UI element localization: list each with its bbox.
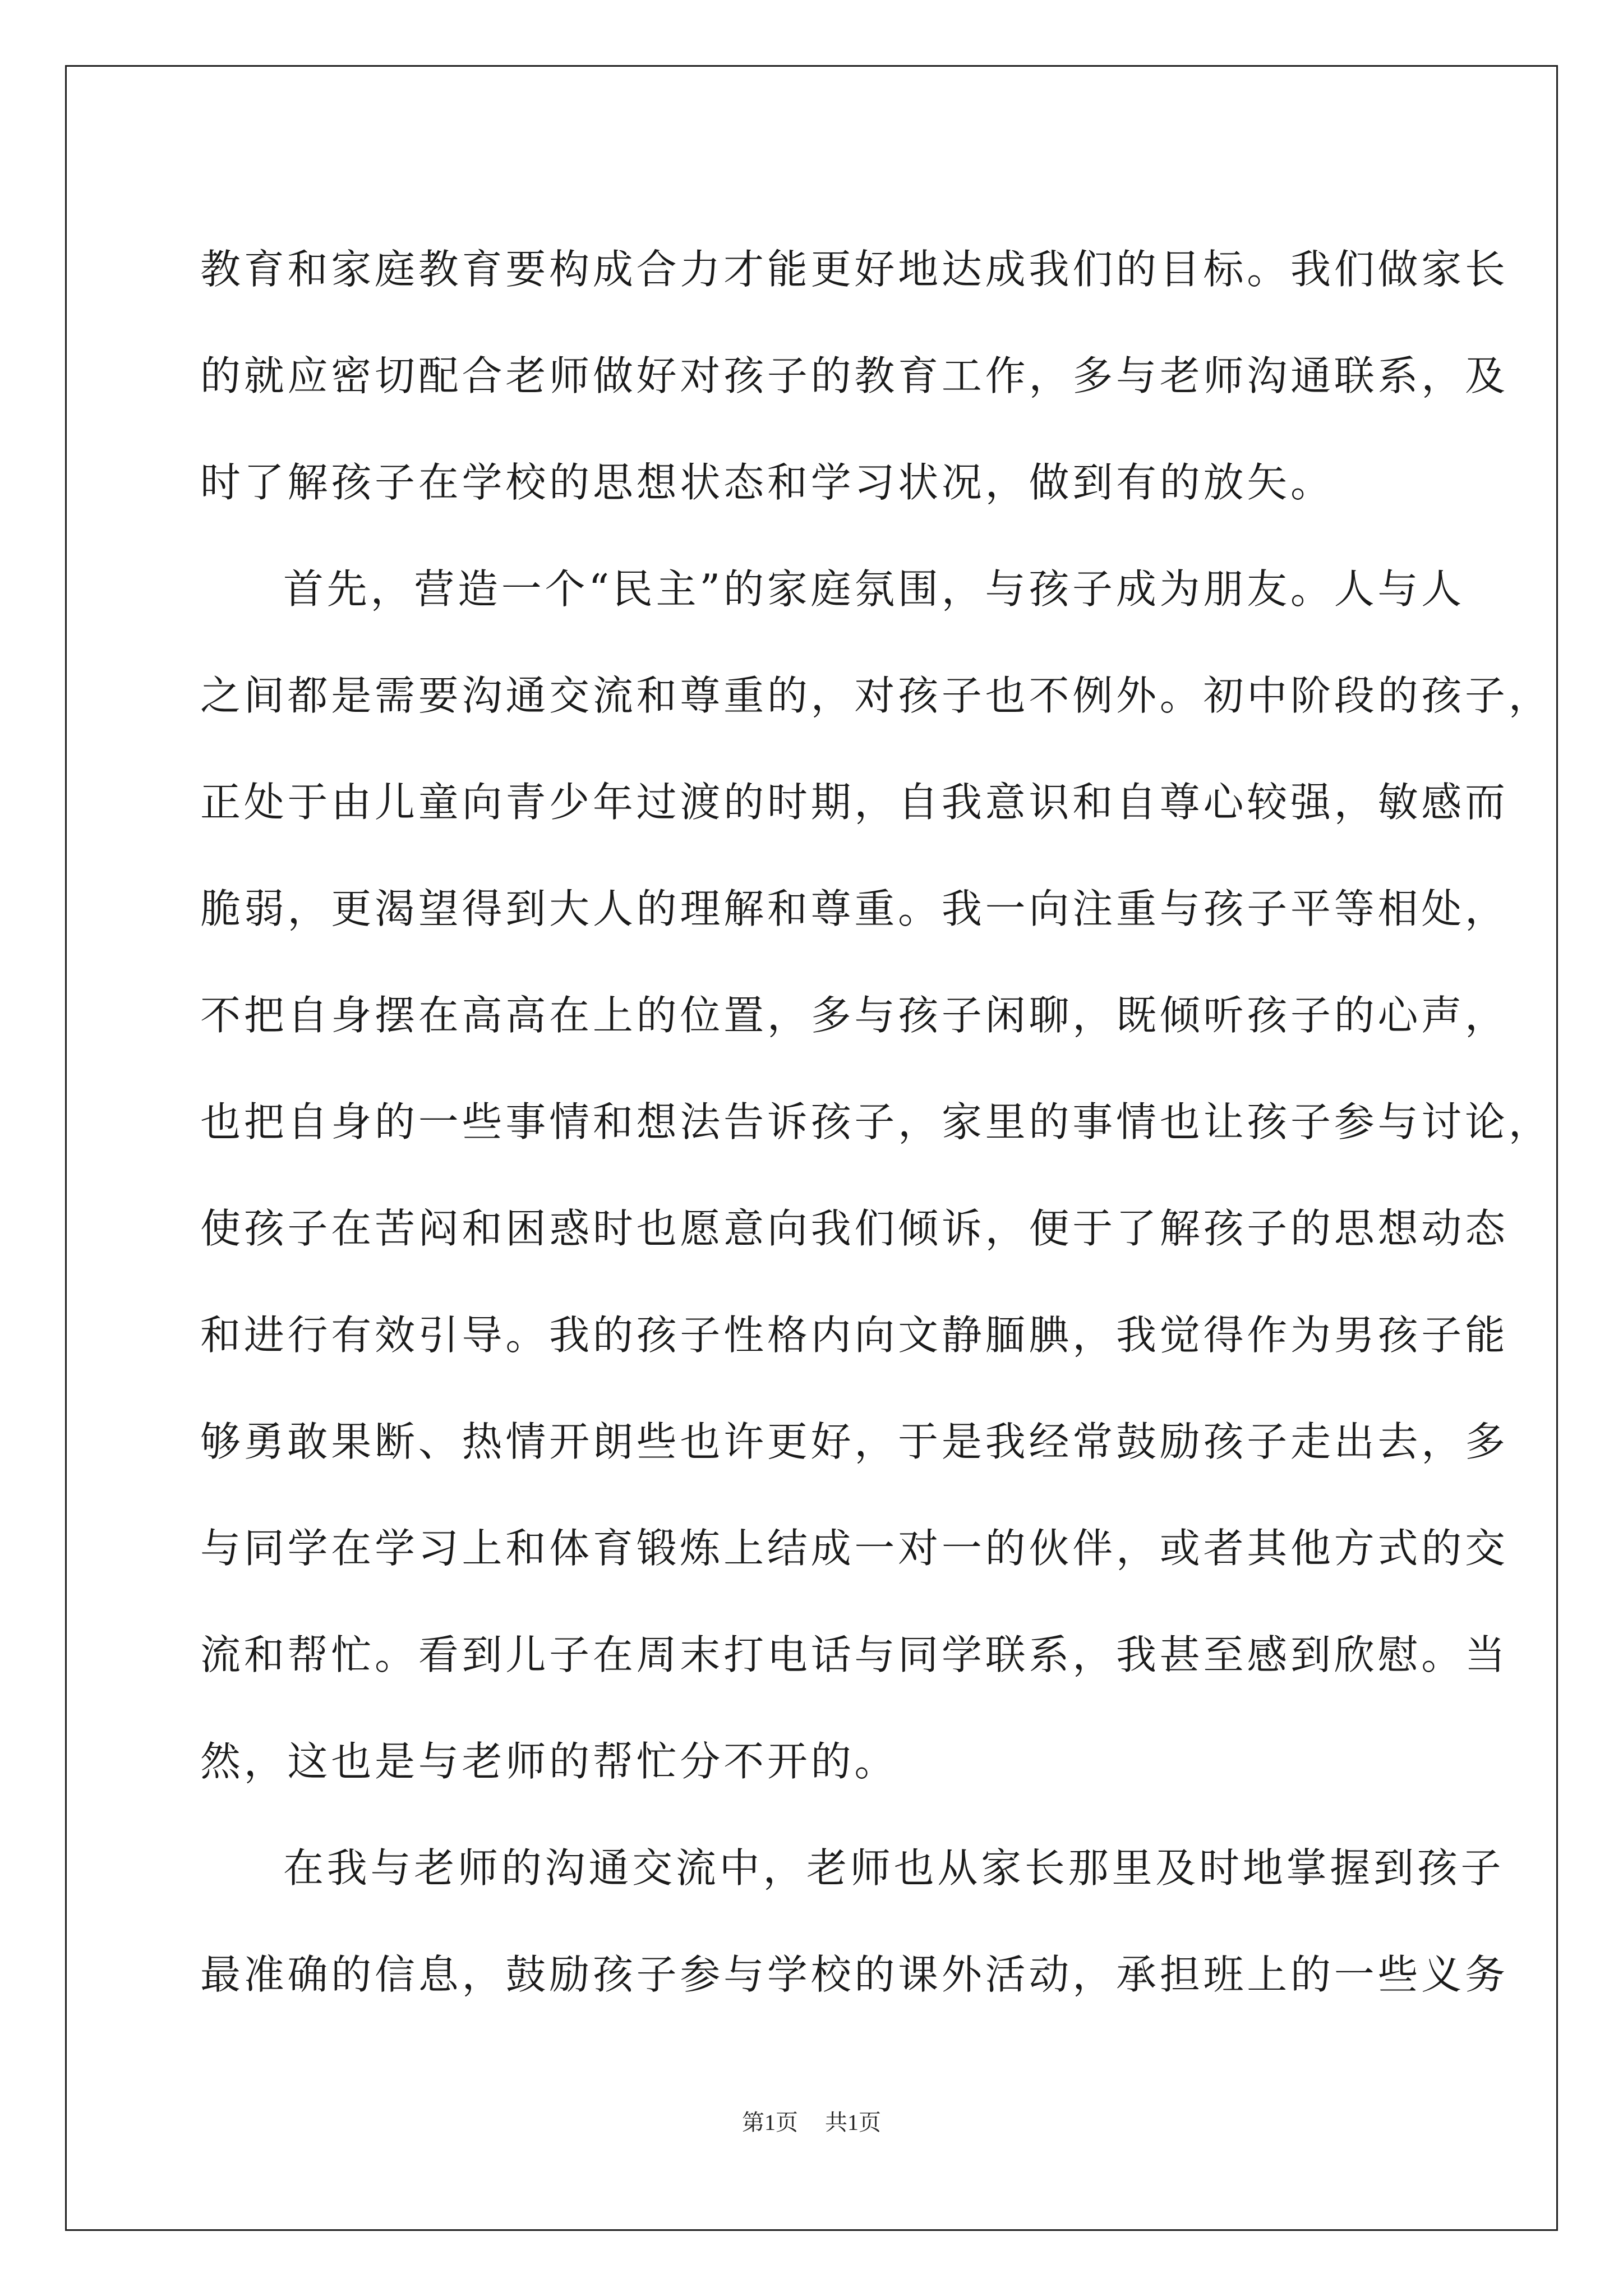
text-line: 不把自身摆在高高在上的位置，多与孩子闲聊，既倾听孩子的心声， bbox=[200, 992, 1509, 1039]
document-body bbox=[200, 216, 1552, 2028]
page-footer bbox=[0, 2105, 1623, 2137]
text-line: 和进行有效引导。我的孩子性格内向文静腼腆，我觉得作为男孩子能 bbox=[200, 1312, 1509, 1359]
page-number: 第1页 bbox=[742, 2110, 798, 2135]
text-line: 之间都是需要沟通交流和尊重的，对孩子也不例外。初中阶段的孩子， bbox=[200, 672, 1552, 719]
text-line: 与同学在学习上和体育锻炼上结成一对一的伙伴，或者其他方式的交 bbox=[200, 1525, 1509, 1572]
text-line: 流和帮忙。看到儿子在周末打电话与同学联系，我甚至感到欣慰。当 bbox=[200, 1631, 1509, 1678]
page-total: 共1页 bbox=[825, 2110, 881, 2135]
text-line: 首先，营造一个“民主”的家庭氛围，与孩子成为朋友。人与人 bbox=[283, 565, 1465, 613]
text-line: 然，这也是与老师的帮忙分不开的。 bbox=[200, 1738, 898, 1785]
text-line: 正处于由儿童向青少年过渡的时期，自我意识和自尊心较强，敏感而 bbox=[200, 779, 1509, 826]
text-line: 也把自身的一些事情和想法告诉孩子，家里的事情也让孩子参与讨论， bbox=[200, 1098, 1552, 1145]
text-line: 教育和家庭教育要构成合力才能更好地达成我们的目标。我们做家长 bbox=[200, 246, 1509, 293]
text-line: 最准确的信息，鼓励孩子参与学校的课外活动，承担班上的一些义务 bbox=[200, 1951, 1509, 1998]
text-line: 的就应密切配合老师做好对孩子的教育工作，多与老师沟通联系，及 bbox=[200, 352, 1509, 399]
text-line: 脆弱，更渴望得到大人的理解和尊重。我一向注重与孩子平等相处， bbox=[200, 885, 1509, 932]
text-line: 够勇敢果断、热情开朗些也许更好，于是我经常鼓励孩子走出去，多 bbox=[200, 1418, 1509, 1465]
text-line: 时了解孩子在学校的思想状态和学习状况，做到有的放矢。 bbox=[200, 459, 1334, 506]
text-line: 使孩子在苦闷和困惑时也愿意向我们倾诉，便于了解孩子的思想动态 bbox=[200, 1205, 1509, 1252]
text-line: 在我与老师的沟通交流中，老师也从家长那里及时地掌握到孩子 bbox=[283, 1844, 1505, 1892]
